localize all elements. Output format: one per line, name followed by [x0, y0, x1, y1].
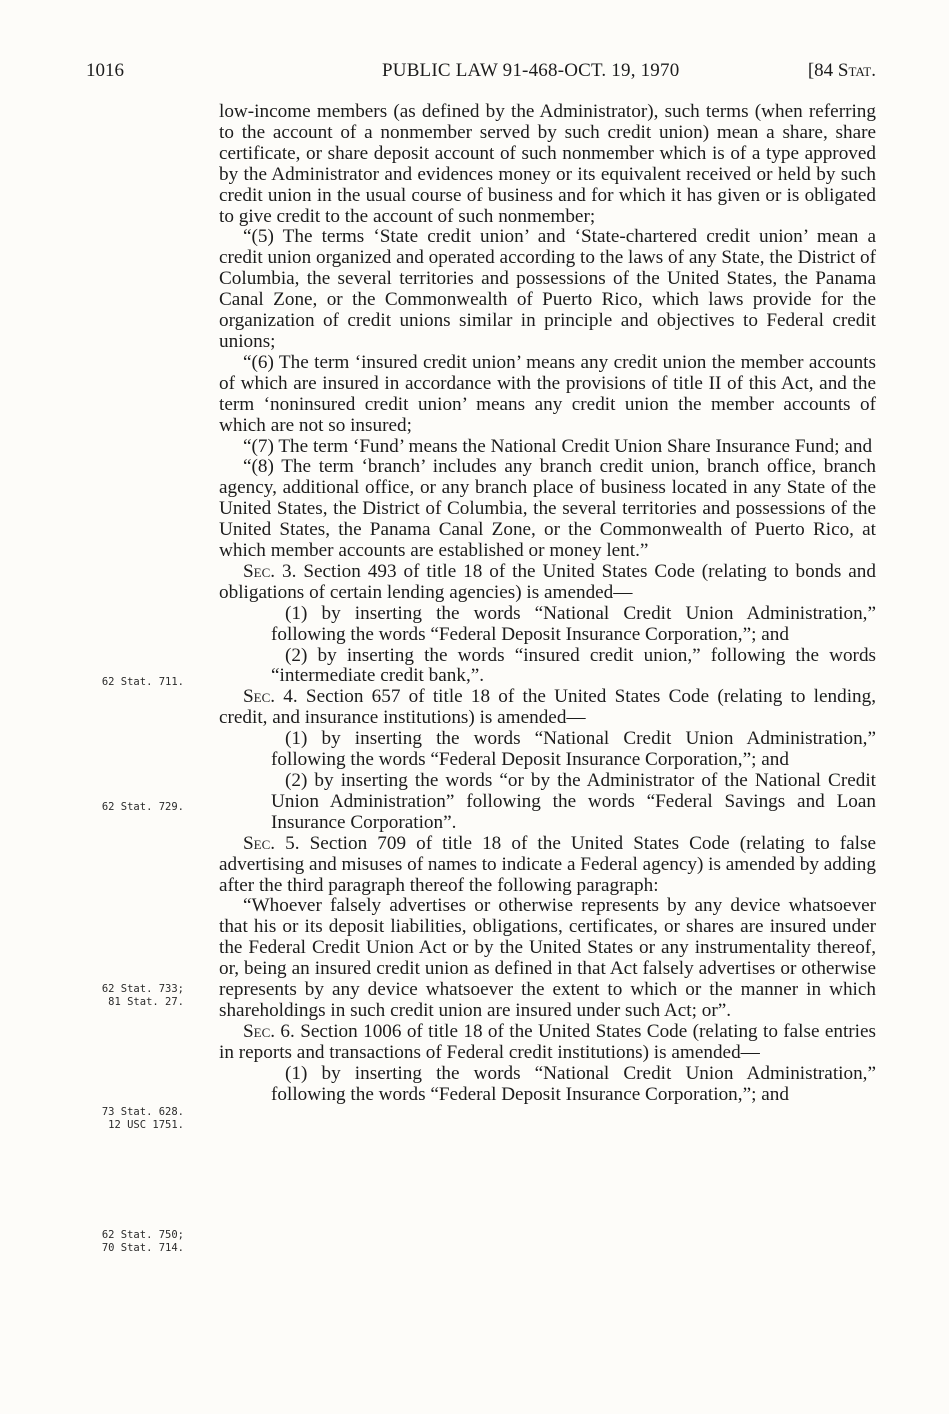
statute-volume-number: [84: [807, 60, 838, 81]
margin-citation: 62 Stat. 729.: [101, 801, 184, 813]
section-4-text: Section 657 of title 18 of the United States Code (relating to lending, credit, and insurance institutions) is amended—: [219, 686, 877, 729]
paragraph-definition-5: “(5) The terms ‘State credit union’ and ‘State-chartered credit union’ mean a credit union organized and operated according to the laws of any State, the District of Columbia, the several territories and possessions of the United States, the Panama Canal Zone, or the Commonwealth of Puerto Rico, which laws provide for the organization of credit unions similar in principle and objectives to Federal credit unions;: [219, 226, 876, 352]
section-6: [219, 1022, 876, 1064]
margin-note: [50, 676, 184, 689]
paragraph-definition-7: “(7) The term ‘Fund’ means the National Credit Union Share Insurance Fund; and: [243, 435, 873, 457]
section-6-text: Section 1006 of title 18 of the United States Code (relating to false entries in reports and transactions of Federal credit institutions) is amended—: [219, 1020, 876, 1063]
margin-note: [50, 983, 184, 1009]
page-title: PUBLIC LAW 91-468-OCT. 19, 1970: [382, 60, 680, 81]
section-6-label: Sec. 6.: [243, 1020, 295, 1042]
margin-note: [50, 1106, 184, 1132]
section-4-item-1: (1) by inserting the words “National Credit Union Administration,” following the words “Federal Deposit Insurance Corporation,”; and: [271, 728, 876, 771]
statute-volume: [808, 58, 876, 84]
section-4-label: Sec. 4.: [243, 686, 298, 708]
section-5-quoted-paragraph: “Whoever falsely advertises or otherwise represents by any device whatsoever that his or its deposit liabilities, obligations, certificates, or shares are insured under the Federal Credit Union Act or by the United States or any instrumentality thereof, or, being an insured credit union as defined in that Act falsely advertises or otherwise represents by any device whatsoever the extent to which or the manner in which shareholdings in such credit union are insured under such Act; or”.: [219, 895, 876, 1021]
section-6-item-1: (1) by inserting the words “National Credit Union Administration,” following the words “Federal Deposit Insurance Corporation,”; and: [271, 1062, 876, 1105]
running-head: [86, 58, 876, 84]
section-4: [219, 687, 876, 729]
margin-note: [50, 801, 184, 814]
margin-citation: 81 Stat. 27.: [108, 996, 184, 1008]
margin-citation: 73 Stat. 628.: [101, 1106, 184, 1118]
margin-citation: 62 Stat. 733;: [101, 983, 184, 995]
section-3: [219, 562, 876, 604]
margin-citation: 62 Stat. 750;: [101, 1229, 184, 1241]
margin-citation: 70 Stat. 714.: [101, 1242, 184, 1254]
margin-note: [50, 1229, 184, 1255]
page-number: 1016: [86, 60, 124, 81]
margin-citation: 12 USC 1751.: [108, 1119, 184, 1131]
section-5-text: Section 709 of title 18 of the United States Code (relating to false advertising and misuses of names to indicate a Federal agency) is amended by adding after the third paragraph thereof the following paragraph:: [219, 832, 876, 896]
section-4-item-2: (2) by inserting the words “or by the Administrator of the National Credit Union Administration” following the words “Federal Savings and Loan Insurance Corporation”.: [271, 770, 876, 833]
paragraph-definition-8: “(8) The term ‘branch’ includes any branch credit union, branch office, branch agency, additional office, or any branch place of business located in any State of the United States, the District of Columbia, the several territories and possessions of the United States, the Panama Canal Zone, or the Commonwealth of Puerto Rico, at which member accounts are established or money lent.”: [219, 456, 876, 562]
section-3-item-1: (1) by inserting the words “National Credit Union Administration,” following the words “Federal Deposit Insurance Corporation,”; and: [271, 602, 876, 645]
section-5-label: Sec. 5.: [243, 832, 300, 854]
section-3-label: Sec. 3.: [243, 560, 297, 582]
body-text: [219, 102, 876, 1106]
section-3-text: Section 493 of title 18 of the United States Code (relating to bonds and obligations of certain lending agencies) is amended—: [219, 560, 876, 603]
paragraph-definition-6: “(6) The term ‘insured credit union’ means any credit union the member accounts of which are insured in accordance with the provisions of title II of this Act, and the term ‘noninsured credit union’ means any credit union the member accounts of which are not so insured;: [219, 351, 876, 436]
paragraph-continuation: low-income members (as defined by the Administrator), such terms (when referring to the account of a nonmember served by such credit union) mean a share, share certificate, or share deposit account of such nonmember which is of a type approved by the Administrator and evidences money or its equivalent received or held by such credit union in the usual course of business and for which it has given or is obligated to give credit to the account of such nonmember;: [219, 101, 876, 227]
statute-volume-label: Stat.: [837, 60, 876, 81]
section-5: [219, 834, 876, 897]
section-3-item-2: (2) by inserting the words “insured credit union,” following the words “intermediate credit bank,”.: [271, 644, 876, 687]
margin-citation: 62 Stat. 711.: [101, 676, 184, 688]
